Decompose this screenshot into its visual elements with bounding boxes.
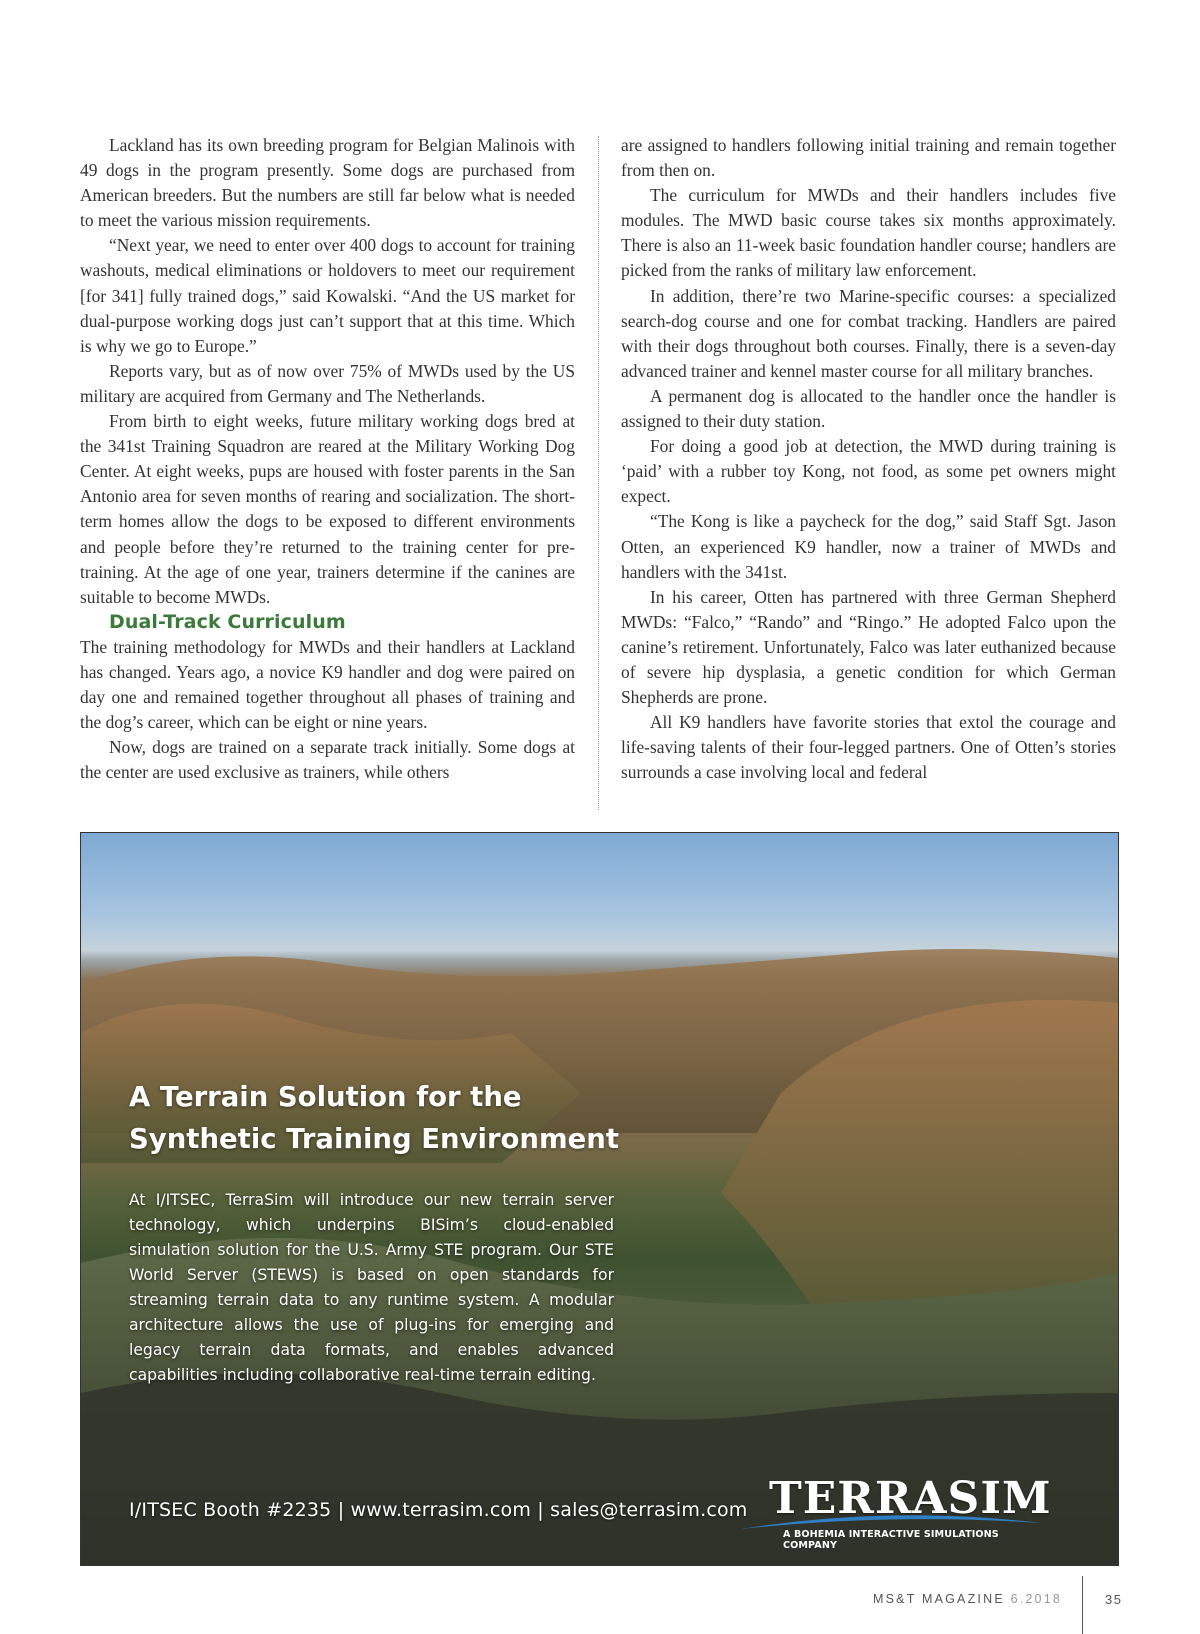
- logo-tagline: A BOHEMIA INTERACTIVE SIMULATIONS COMPANY: [783, 1529, 999, 1551]
- folio-magazine-issue: [873, 1592, 1062, 1606]
- column-divider: [598, 136, 599, 810]
- logo-wordmark: TERRASIM: [769, 1473, 1052, 1524]
- ad-headline: [129, 1076, 649, 1160]
- paragraph: A permanent dog is allocated to the handler once the handler is assigned to their duty station.: [621, 385, 1116, 432]
- ad-body-text: At I/ITSEC, TerraSim will introduce our new terrain server technology, which underpins BISim’s cloud-enabled simulation solution for the U.S. Army STE program. Our STE World Server (STEWS) is based on open standards for streaming terrain data to any runtime system. A modular architecture allows the use of plug-ins for emerging and legacy terrain data formats, and enables advanced capabilities including collaborative real-time terrain editing.: [129, 1191, 614, 1384]
- page-number: 35: [1105, 1592, 1123, 1607]
- paragraph: “Next year, we need to enter over 400 dogs to account for training washouts, medical eliminations or holdovers to meet our requirement [for 341] fully trained dogs,” said Kowalski. “And the US market for dual-purpose working dogs just can’t support that at this time. Which is why we go to Europe.”: [80, 235, 575, 356]
- paragraph: are assigned to handlers following initial training and remain together from then on.: [621, 135, 1116, 181]
- ad-contact-footer: I/ITSEC Booth #2235 | www.terrasim.com | sales@terrasim.com: [129, 1499, 748, 1521]
- paragraph: From birth to eight weeks, future military working dogs bred at the 341st Training Squadron are reared at the Military Working Dog Center. At eight weeks, pups are housed with foster parents in the San Antonio area for seven months of rearing and socialization. The short-term homes allow the dogs to be exposed to different environments and people before they’re returned to the training center for pre-training. At the age of one year, trainers determine if the canines are suitable to become MWDs.: [80, 411, 575, 607]
- article-left-column: [80, 133, 575, 785]
- magazine-name: MS&T MAGAZINE: [873, 1592, 1005, 1606]
- paragraph: Lackland has its own breeding program for Belgian Malinois with 49 dogs in the program presently. Some dogs are purchased from American breeders. But the numbers are still far below what is needed to meet the various mission requirements.: [80, 135, 575, 231]
- terrasim-advertisement: [80, 832, 1119, 1566]
- paragraph: “The Kong is like a paycheck for the dog,” said Staff Sgt. Jason Otten, an experienced K9 handler, now a trainer of MWDs and handlers with the 341st.: [621, 511, 1116, 582]
- paragraph: In his career, Otten has partnered with three German Shepherd MWDs: “Falco,” “Rando” and “Ringo.” He adopted Falco upon the canine’s retirement. Unfortunately, Falco was later euthanized because of severe hip dysplasia, a genetic condition for which German Shepherds are prone.: [621, 586, 1116, 708]
- paragraph: Now, dogs are trained on a separate track initially. Some dogs at the center are used exclusive as trainers, while others: [80, 737, 575, 783]
- paragraph: Reports vary, but as of now over 75% of MWDs used by the US military are acquired from Germany and The Netherlands.: [80, 360, 575, 406]
- paragraph: The curriculum for MWDs and their handlers includes five modules. The MWD basic course takes six months approximately. There is also an 11-week basic foundation handler course; handlers are picked from the ranks of military law enforcement.: [621, 185, 1116, 281]
- section-subhead: Dual-Track Curriculum: [109, 610, 346, 633]
- terrasim-logo: [741, 1473, 1052, 1553]
- folio-rule: [1082, 1576, 1083, 1634]
- paragraph: In addition, there’re two Marine-specific courses: a specialized search-dog course and one for combat tracking. Handlers are paired with their dogs throughout both courses. Finally, there is a seven-day advanced trainer and kennel master course for all military branches.: [621, 285, 1116, 381]
- paragraph: All K9 handlers have favorite stories that extol the courage and life-saving talents of their four-legged partners. One of Otten’s stories surrounds a case involving local and federal: [621, 712, 1116, 783]
- paragraph: For doing a good job at detection, the MWD during training is ‘paid’ with a rubber toy Kong, not food, as some pet owners might expect.: [621, 436, 1116, 507]
- ad-headline-line-2: Synthetic Training Environment: [129, 1123, 620, 1155]
- ad-headline-line-1: A Terrain Solution for the: [129, 1081, 522, 1113]
- article-right-column: [621, 133, 1116, 785]
- issue-date: 6.2018: [1010, 1592, 1062, 1606]
- paragraph: The training methodology for MWDs and their handlers at Lackland has changed. Years ago, a novice K9 handler and dog were paired on day one and remained together throughout all phases of training and the dog’s career, which can be eight or nine years.: [80, 636, 575, 733]
